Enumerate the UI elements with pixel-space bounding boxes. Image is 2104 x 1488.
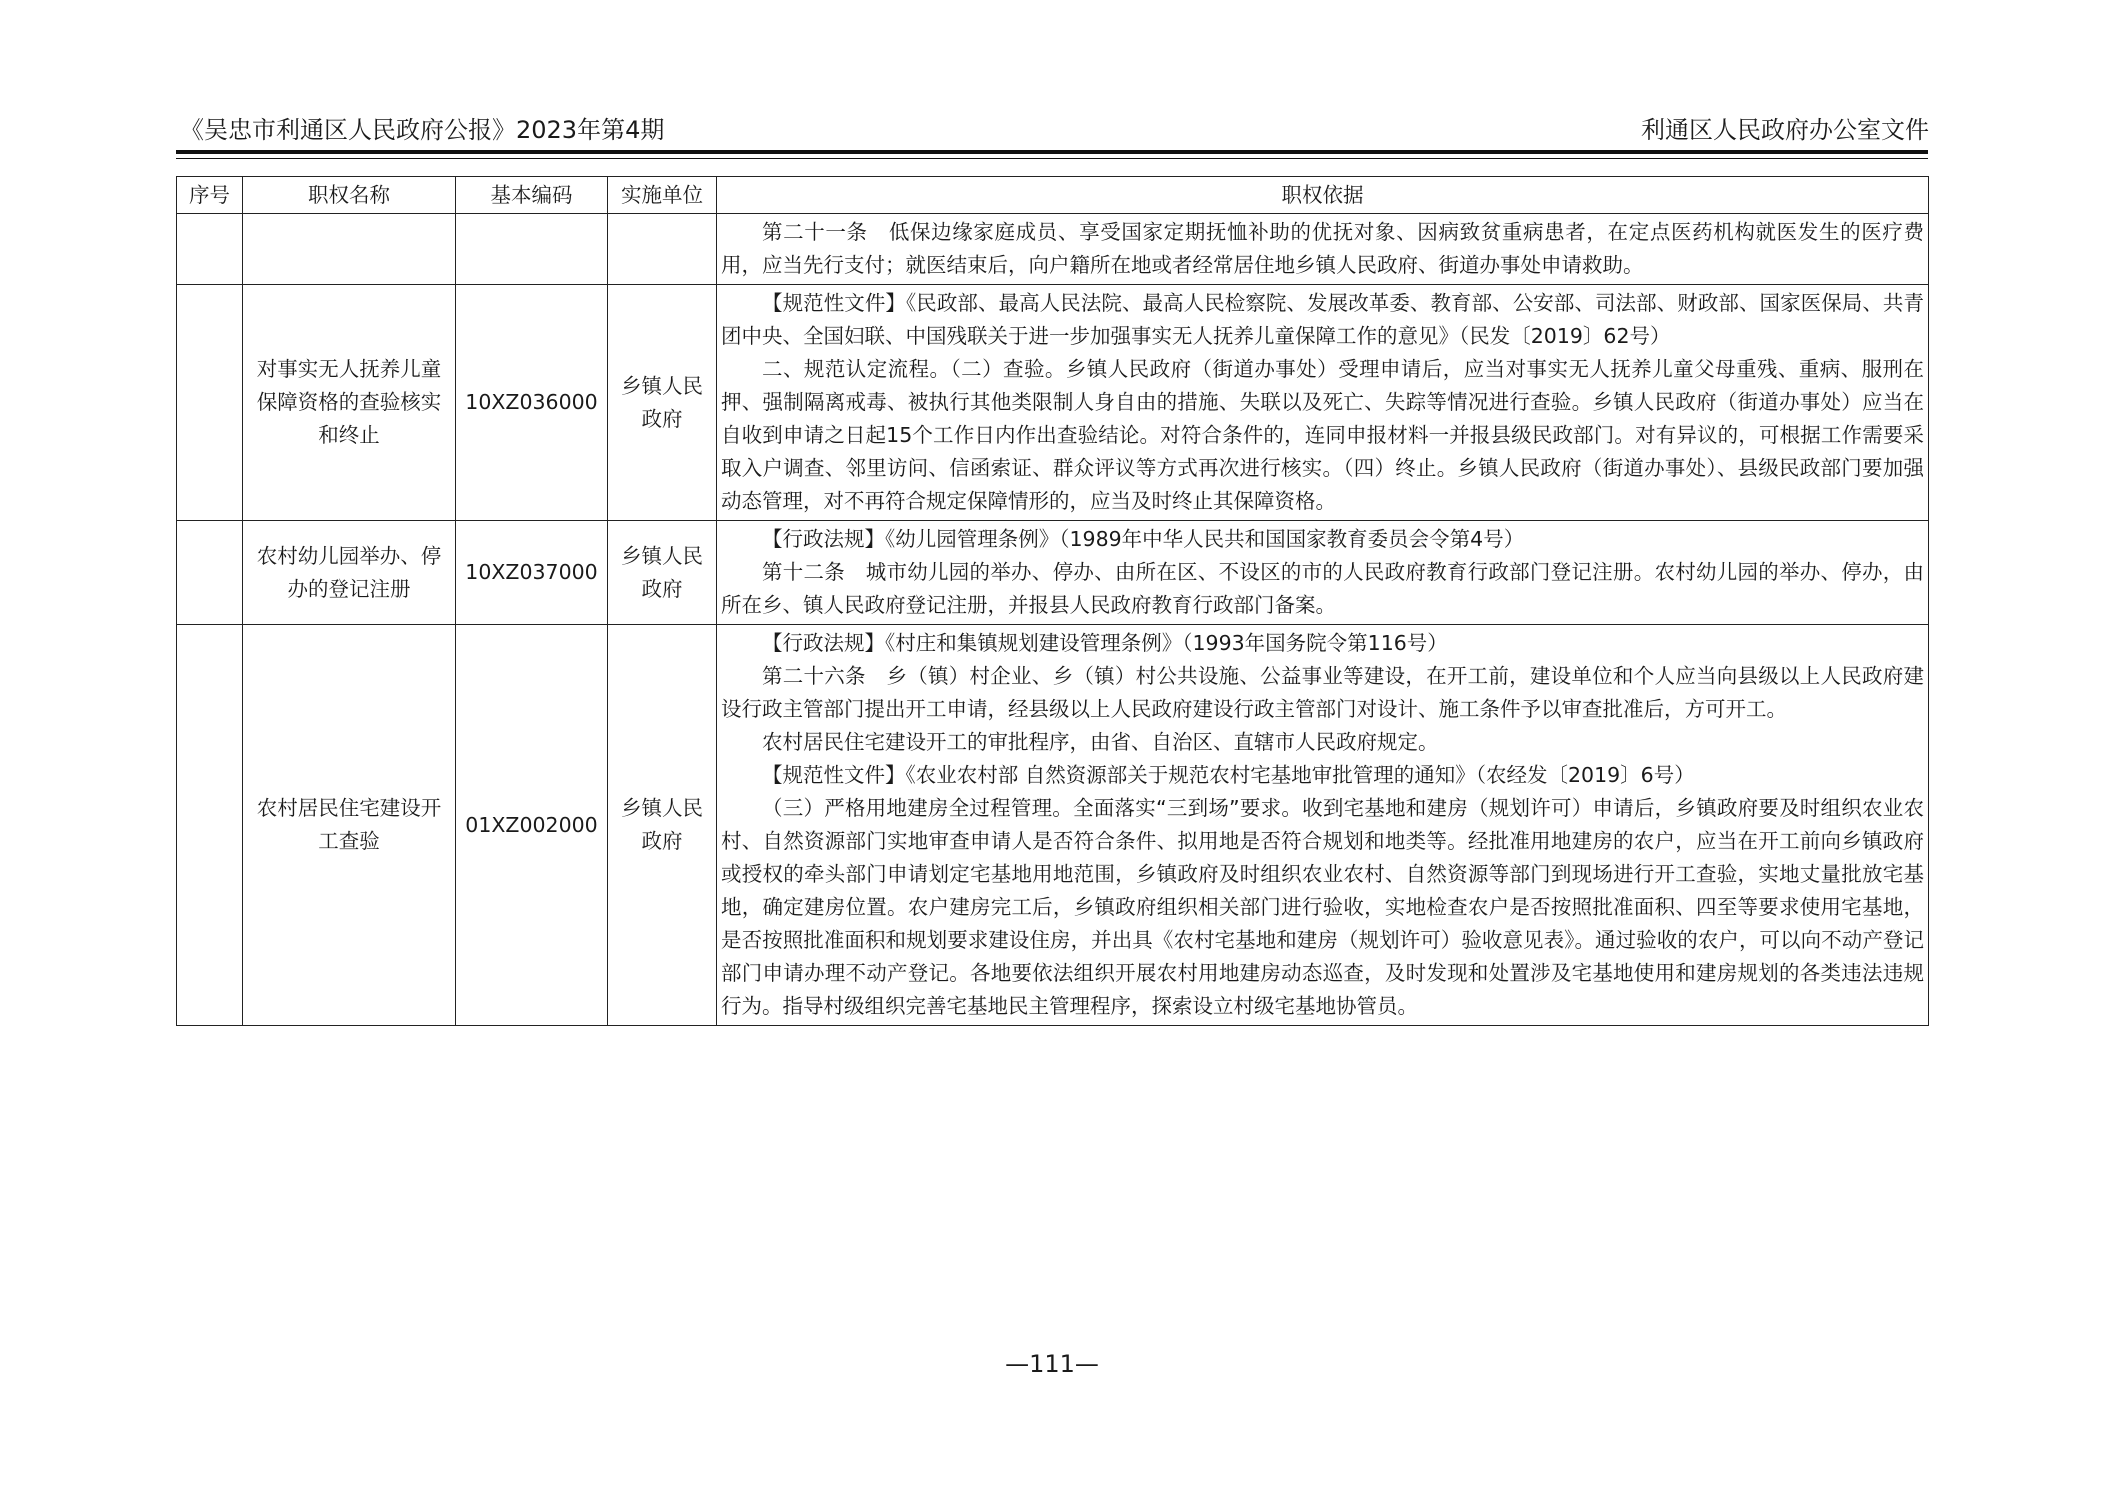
table-header-row	[177, 177, 1929, 214]
bulletin-title: 《吴忠市利通区人民政府公报》2023年第4期	[180, 116, 665, 144]
table-row	[177, 285, 1929, 521]
authority-basis	[717, 521, 1929, 625]
basis-paragraph: 【规范性文件】《农业农村部 自然资源部关于规范农村宅基地审批管理的通知》（农经发〔2019〕6号）	[762, 763, 1695, 787]
table-row	[177, 521, 1929, 625]
col-header-code: 基本编码	[456, 177, 608, 214]
authority-name	[243, 214, 456, 285]
implementing-unit	[608, 214, 717, 285]
basis-paragraph: 【行政法规】《幼儿园管理条例》（1989年中华人民共和国国家教育委员会令第4号）	[762, 527, 1525, 551]
col-header-index: 序号	[177, 177, 243, 214]
row-index	[177, 521, 243, 625]
authority-name: 农村居民住宅建设开工查验	[243, 625, 456, 1026]
table-row	[177, 625, 1929, 1026]
authority-table	[176, 176, 1929, 1026]
basis-paragraph: 第十二条 城市幼儿园的举办、停办、由所在区、不设区的市的人民政府教育行政部门登记注册。农村幼儿园的举办、停办，由所在乡、镇人民政府登记注册，并报县人民政府教育行政部门备案。	[721, 560, 1924, 617]
basis-paragraph: 农村居民住宅建设开工的审批程序，由省、自治区、直辖市人民政府规定。	[762, 730, 1439, 754]
basis-paragraph: 二、规范认定流程。（二）查验。乡镇人民政府（街道办事处）受理申请后，应当对事实无人抚养儿童父母重残、重病、服刑在押、强制隔离戒毒、被执行其他类限制人身自由的措施、失联以及死亡、失踪等情况进行查验。乡镇人民政府（街道办事处）应当在自收到申请之日起15个工作日内作出查验结论。对符合条件的，连同申报材料一并报县级民政部门。对有异议的，可根据工作需要采取入户调查、邻里访问、信函索证、群众评议等方式再次进行核实。（四）终止。乡镇人民政府（街道办事处）、县级民政部门要加强动态管理，对不再符合规定保障情形的，应当及时终止其保障资格。	[721, 357, 1924, 513]
implementing-unit: 乡镇人民政府	[608, 285, 717, 521]
implementing-unit: 乡镇人民政府	[608, 521, 717, 625]
authority-code	[456, 214, 608, 285]
authority-code: 01XZ002000	[456, 625, 608, 1026]
page-number: —111—	[1005, 1350, 1099, 1378]
basis-paragraph: 【规范性文件】《民政部、最高人民法院、最高人民检察院、发展改革委、教育部、公安部、司法部、财政部、国家医保局、共青团中央、全国妇联、中国残联关于进一步加强事实无人抚养儿童保障工作的意见》（民发〔2019〕62号）	[721, 291, 1924, 348]
authority-code: 10XZ036000	[456, 285, 608, 521]
col-header-unit: 实施单位	[608, 177, 717, 214]
authority-name: 对事实无人抚养儿童保障资格的查验核实和终止	[243, 285, 456, 521]
authority-basis	[717, 285, 1929, 521]
basis-paragraph: 第二十一条 低保边缘家庭成员、享受国家定期抚恤补助的优抚对象、因病致贫重病患者，在定点医药机构就医发生的医疗费用，应当先行支付；就医结束后，向户籍所在地或者经常居住地乡镇人民政府、街道办事处申请救助。	[721, 220, 1924, 277]
row-index	[177, 214, 243, 285]
authority-basis	[717, 214, 1929, 285]
row-index	[177, 625, 243, 1026]
row-index	[177, 285, 243, 521]
authority-code: 10XZ037000	[456, 521, 608, 625]
issuing-office: 利通区人民政府办公室文件	[1641, 116, 1929, 144]
basis-paragraph: 【行政法规】《村庄和集镇规划建设管理条例》（1993年国务院令第116号）	[762, 631, 1448, 655]
col-header-name: 职权名称	[243, 177, 456, 214]
table-row	[177, 214, 1929, 285]
authority-basis	[717, 625, 1929, 1026]
authority-name: 农村幼儿园举办、停办的登记注册	[243, 521, 456, 625]
basis-paragraph: 第二十六条 乡（镇）村企业、乡（镇）村公共设施、公益事业等建设，在开工前，建设单位和个人应当向县级以上人民政府建设行政主管部门提出开工申请，经县级以上人民政府建设行政主管部门对设计、施工条件予以审查批准后，方可开工。	[721, 664, 1924, 721]
basis-paragraph: （三）严格用地建房全过程管理。全面落实“三到场”要求。收到宅基地和建房（规划许可）申请后，乡镇政府要及时组织农业农村、自然资源部门实地审查申请人是否符合条件、拟用地是否符合规划和地类等。经批准用地建房的农户，应当在开工前向乡镇政府或授权的牵头部门申请划定宅基地用地范围，乡镇政府及时组织农业农村、自然资源等部门到现场进行开工查验，实地丈量批放宅基地，确定建房位置。农户建房完工后，乡镇政府组织相关部门进行验收，实地检查农户是否按照批准面积、四至等要求使用宅基地，是否按照批准面积和规划要求建设住房，并出具《农村宅基地和建房（规划许可）验收意见表》。通过验收的农户，可以向不动产登记部门申请办理不动产登记。各地要依法组织开展农村用地建房动态巡查，及时发现和处置涉及宅基地使用和建房规划的各类违法违规行为。指导村级组织完善宅基地民主管理程序，探索设立村级宅基地协管员。	[721, 796, 1924, 1018]
col-header-basis: 职权依据	[717, 177, 1929, 214]
implementing-unit: 乡镇人民政府	[608, 625, 717, 1026]
header-rule-thick	[176, 150, 1928, 154]
header-rule-thin	[176, 158, 1928, 159]
